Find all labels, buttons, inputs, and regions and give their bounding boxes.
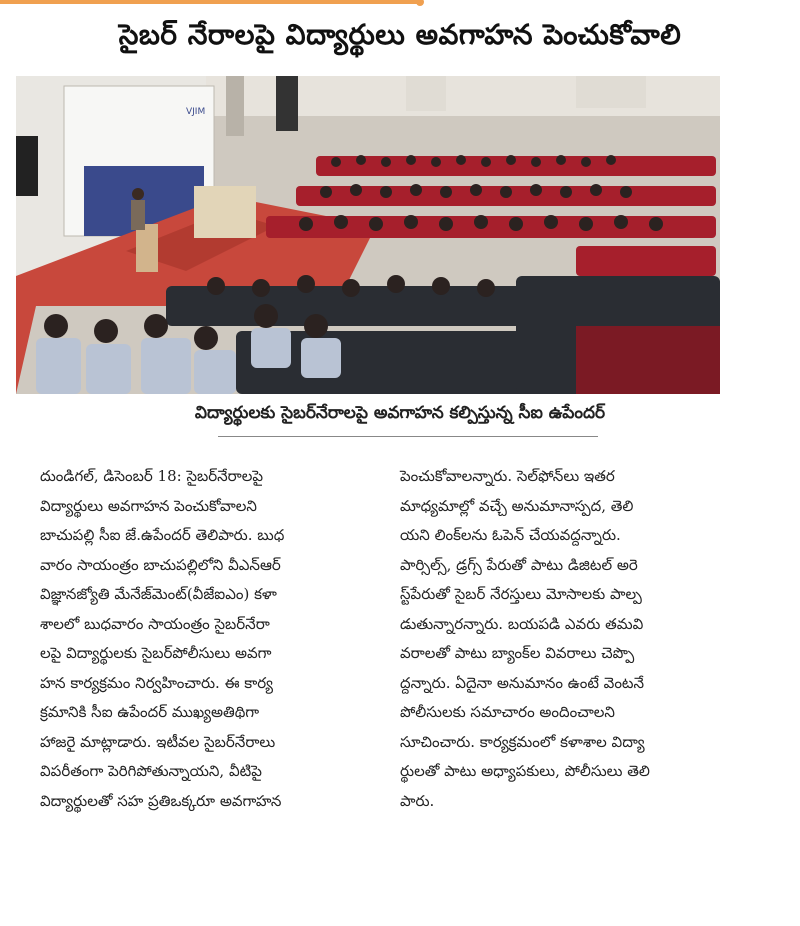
news-photo xyxy=(16,76,720,394)
accent-dot xyxy=(416,0,424,6)
article-column-left: దుండిగల్, డిసెంబర్ 18: సైబర్‌నేరాలపై విద్యార్థులు అవగాహన పెంచుకోవాలని బాచుపల్లి సీఐ జే.ఉపేందర్ తెలిపారు. బుధ వారం సాయంత్రం బాచుపల్లిలోని వీఎన్‌ఆర్ విజ్ఞానజ్యోతి మేనేజ్‌మెంట్(వీజేఐఎం) కళా శాలలో బుధవారం సాయంత్రం సైబర్‌నేరా లపై విద్యార్థులకు సైబర్‌పోలీసులు అవగా హన కార్యక్రమం నిర్వహించారు. ఈ కార్య క్రమానికి సీఐ ఉపేందర్ ముఖ్యఅతిథిగా హాజరై మాట్లాడారు. ఇటీవల సైబర్‌నేరాలు విపరీతంగా పెరిగిపోతున్నాయని, వీటిపై విద్యార్థులతో సహ ప్రతిఒక్కరూ అవగాహన xyxy=(40,467,285,810)
caption-divider xyxy=(218,436,598,437)
auditorium-photo-illustration xyxy=(16,76,720,394)
banner-logo-text: VJIM xyxy=(186,107,206,117)
top-accent-bar xyxy=(0,0,420,4)
photo-caption: విద్యార్థులకు సైబర్‌నేరాలపై అవగాహన కల్పిస్తున్న సీఐ ఉపేందర్ xyxy=(194,403,606,423)
headline: సైబర్ నేరాలపై విద్యార్థులు అవగాహన పెంచుకోవాలి xyxy=(118,18,682,51)
article-column-right: పెంచుకోవాలన్నారు. సెల్‌ఫోన్‌లు ఇతర మాధ్యమాల్లో వచ్చే అనుమానాస్పద, తెలి యని లింక్‌లను ఓపెన్ చేయవద్దన్నారు. పార్సిల్స్, డ్రగ్స్ పేరుతో పాటు డిజిటల్ అరె స్ట్‌పేరుతో సైబర్ నేరస్తులు మోసాలకు పాల్ప డుతున్నారన్నారు. బయపడి ఎవరు తమవి వరాలతో పాటు బ్యాంక్‌ల వివరాలు చెప్పొ ద్దన్నారు. ఏదైనా అనుమానం ఉంటే వెంటనే పోలీసులకు సమాచారం అందించాలని సూచించారు. కార్యక్రమంలో కళాశాల విద్యా ర్థులతో పాటు అధ్యాపకులు, పోలీసులు తెలి పారు. xyxy=(400,467,650,810)
